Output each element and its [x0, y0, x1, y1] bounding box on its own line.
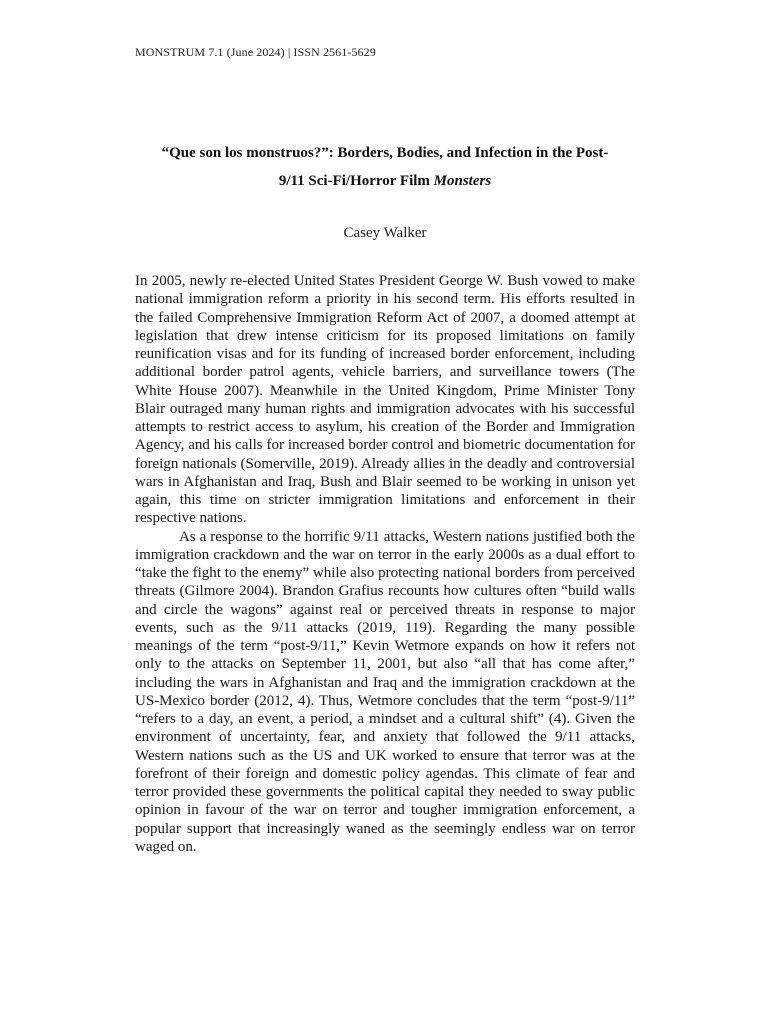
- article-title: [120, 139, 650, 195]
- article-body: [135, 272, 635, 856]
- running-header: MONSTRUM 7.1 (June 2024) | ISSN 2561-5629: [135, 45, 376, 59]
- paragraph: In 2005, newly re-elected United States President George W. Bush vowed to make national immigration reform a priority in his second term. His efforts resulted in the failed Comprehensive Immigration Reform Act of 2007, a doomed attempt at legislation that drew intense criticism for its proposed limitations on family reunification visas and for its funding of increased border enforcement, including additional border patrol agents, vehicle barriers, and surveillance towers (The White House 2007). Meanwhile in the United Kingdom, Prime Minister Tony Blair outraged many human rights and immigration advocates with his successful attempts to restrict access to asylum, his creation of the Border and Immigration Agency, and his calls for increased border control and biometric documentation for foreign nationals (Somerville, 2019). Already allies in the deadly and controversial wars in Afghanistan and Iraq, Bush and Blair seemed to be working in unison yet again, this time on stricter immigration limitations and enforcement in their respective nations.: [135, 273, 635, 527]
- title-line-1: “Que son los monstruos?”: Borders, Bodies, and Infection in the Post-: [161, 145, 609, 161]
- paragraph: As a response to the horrific 9/11 attacks, Western nations justified both the immigration crackdown and the war on terror in the early 2000s as a dual effort to “take the fight to the enemy” while also protecting national borders from perceived threats (Gilmore 2004). Brandon Grafius recounts how cultures often “build walls and circle the wagons” against real or perceived threats in response to major events, such as the 9/11 attacks (2019, 119). Regarding the many possible meanings of the term “post-9/11,” Kevin Wetmore expands on how it refers not only to the attacks on September 11, 2001, but also “all that has come after,” including the wars in Afghanistan and Iraq and the immigration crackdown at the US-Mexico border (2012, 4). Thus, Wetmore concludes that the term “post-9/11” “refers to a day, an event, a period, a mindset and a cultural shift” (4). Given the environment of uncertainty, fear, and anxiety that followed the 9/11 attacks, Western nations such as the US and UK worked to ensure that terror was at the forefront of their foreign and domestic policy agendas. This climate of fear and terror provided these governments the political capital they needed to sway public opinion in favour of the war on terror and tougher immigration enforcement, a popular support that increasingly waned as the seemingly endless war on terror waged on.: [135, 528, 635, 855]
- author-name: Casey Walker: [343, 225, 427, 241]
- title-line-2: [120, 167, 650, 195]
- title-line-2-text: 9/11 Sci-Fi/Horror Film: [278, 173, 434, 189]
- film-title-italic: Monsters: [433, 173, 492, 189]
